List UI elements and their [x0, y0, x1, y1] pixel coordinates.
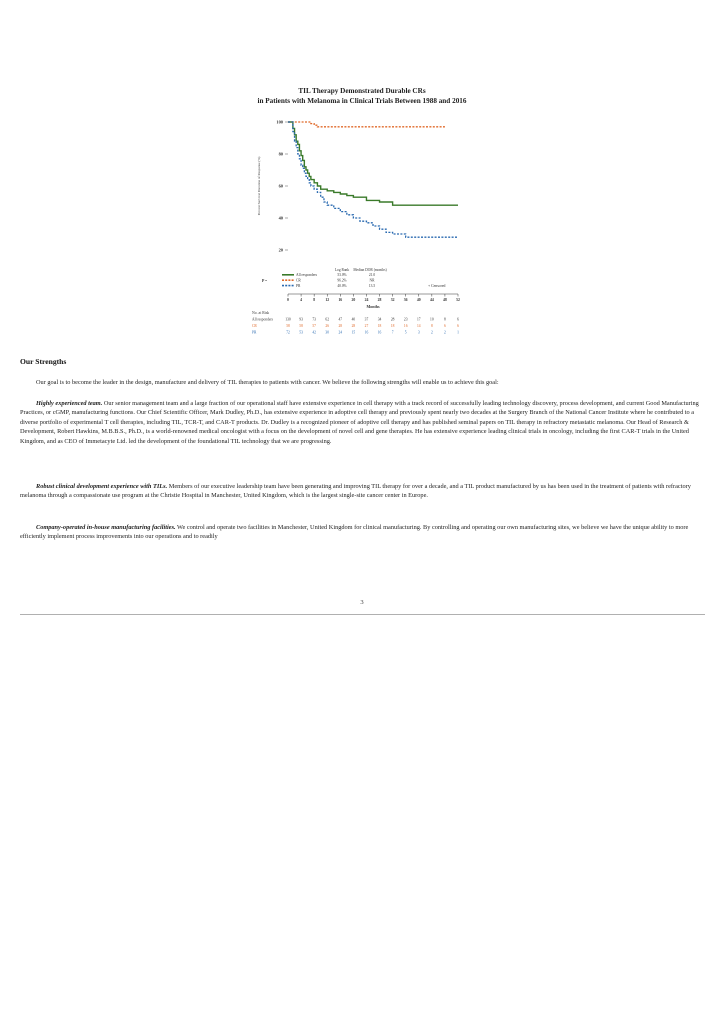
- legend-median-value: NR: [369, 278, 375, 283]
- legend-log-rank-value: 96.2%: [337, 278, 347, 283]
- x-tick-label: 32: [390, 298, 395, 302]
- strength-body-team: Our senior management team and a large fraction of our operational staff have extensive experience in cell therapy with a track record of successfully leading technology discovery, process development, and current Good Manufacturing Practices, or cGMP, manufacturing functions. Our Chief Scientific Officer, Mark Dudley, Ph.D., has extensive experience in adoptive cell therapy and previously spent nearly two decades at the Surgery Branch of the National Cancer Institute where he contributed to a diverse portfolio of experimental T cell therapies, including TIL, TCR-T, and CAR-T products. Dr. Dudley is a recognized pioneer of adoptive cell therapy and has published seminal papers on TIL therapy in refractory metastatic melanoma. Our Head of Research & Development, Robert Hawkins, M.B.B.S., Ph.D., is a world-renowned medical oncologist with a focus on the development of novel cell and gene therapies. He has extensive experience leading clinical trials in oncology, including the first CAR-T trials in the United Kingdom, and as CEO of Immetacyte Ltd. led the development of the foundational TIL technology that we are progressing.: [20, 400, 699, 445]
- strength-lead-team: Highly experienced team.: [36, 400, 103, 407]
- y-tick-label: 20: [278, 247, 283, 253]
- at-risk-row-label: PR: [252, 330, 257, 335]
- section-heading: Our Strengths: [20, 357, 67, 366]
- y-tick-label: 80: [278, 151, 283, 157]
- x-tick-label: 28: [377, 298, 382, 302]
- at-risk-value: 8: [430, 324, 433, 328]
- at-risk-row-label: All responders: [252, 317, 274, 322]
- at-risk-value: 42: [312, 330, 316, 335]
- x-tick-label: 44: [429, 298, 434, 302]
- at-risk-value: 53: [299, 330, 303, 335]
- x-tick-label: 24: [364, 298, 369, 302]
- legend-censored: + Censored: [428, 284, 446, 288]
- at-risk-value: 47: [338, 317, 343, 322]
- at-risk-value: 27: [364, 324, 369, 328]
- at-risk-value: 5: [404, 330, 407, 335]
- x-tick-label: 36: [403, 298, 408, 302]
- strength-paragraph-team: [20, 399, 706, 446]
- at-risk-value: 72: [286, 330, 290, 335]
- x-tick-label: 52: [456, 298, 460, 302]
- page-number: 3: [360, 599, 364, 606]
- at-risk-value: 7: [391, 330, 394, 335]
- strength-body-clinical: Members of our executive leadership team have been generating and improving TIL therapy for over a decade, and a TIL product manufactured by us has been used in the treatment of patients with refractory melanoma through a compassionate use program at the Christie Hospital in Manchester, United Kingdom, which is the largest single-site cancer center in Europe.: [20, 483, 691, 500]
- at-risk-value: 2: [444, 330, 446, 335]
- at-risk-value: 58: [286, 324, 290, 328]
- legend-log-rank-value: 53.0%: [337, 273, 347, 277]
- x-axis-label: Months: [366, 304, 380, 309]
- figure-title-line1: TIL Therapy Demonstrated Durable CRs: [298, 87, 426, 95]
- at-risk-value: 15: [351, 330, 356, 335]
- x-tick-label: 8: [313, 298, 316, 302]
- at-risk-value: 57: [312, 324, 316, 328]
- legend-median-value: 13.5: [368, 283, 376, 288]
- at-risk-value: 93: [299, 317, 303, 322]
- intro-text: Our goal is to become the leader in the design, manufacture and delivery of TIL therapies to patients with cancer. We believe the following strengths will enable us to achieve this goal:: [36, 379, 499, 386]
- x-tick-label: 16: [338, 298, 343, 302]
- at-risk-value: 8: [444, 317, 446, 322]
- strength-paragraph-manufacturing: [20, 523, 706, 542]
- at-risk-value: 34: [377, 317, 382, 322]
- legend-log-rank-value: 40.0%: [337, 283, 347, 288]
- at-risk-value: 28: [390, 317, 395, 322]
- at-risk-value: 6: [444, 324, 446, 328]
- at-risk-value: 26: [325, 324, 330, 328]
- at-risk-value: 16: [364, 330, 369, 335]
- y-tick-label: 40: [278, 215, 283, 221]
- at-risk-value: 28: [338, 324, 343, 328]
- legend-median-value: 21.0: [368, 273, 376, 277]
- x-tick-label: 48: [443, 298, 447, 302]
- at-risk-value: 62: [325, 317, 330, 322]
- at-risk-value: 1: [457, 330, 459, 335]
- x-tick-label: 4: [300, 298, 303, 302]
- at-risk-value: 2: [430, 330, 433, 335]
- strength-paragraph-clinical: [20, 482, 706, 501]
- at-risk-value: 18: [390, 324, 395, 328]
- at-risk-value: 73: [312, 317, 316, 322]
- strength-lead-manufacturing: Company-operated in-house manufacturing facilities.: [36, 524, 176, 531]
- at-risk-value: 40: [351, 317, 356, 322]
- legend-label: All responders: [296, 273, 318, 277]
- at-risk-value: 16: [403, 324, 408, 328]
- at-risk-value: 17: [416, 317, 421, 322]
- at-risk-value: 37: [364, 317, 369, 322]
- figure-title-line2: in Patients with Melanoma in Clinical Trials Between 1988 and 2016: [257, 97, 467, 105]
- survival-chart: [248, 112, 478, 344]
- legend-header-median: Median DOR (months): [353, 268, 387, 272]
- legend-p-mark: P =: [262, 279, 268, 283]
- legend-header-log-rank: Log Rank: [334, 268, 350, 272]
- strength-lead-clinical: Robust clinical development experience with TILs.: [36, 483, 168, 490]
- x-tick-label: 0: [287, 298, 289, 302]
- at-risk-title: No. at Risk: [252, 311, 270, 315]
- footer-divider: [20, 614, 705, 615]
- series-line-all-responders: [288, 122, 458, 205]
- series-line-cr: [288, 122, 445, 127]
- at-risk-value: 30: [325, 330, 330, 335]
- y-axis-label: Percent Survival Duration of Response (%): [257, 156, 261, 216]
- at-risk-value: 6: [457, 317, 459, 322]
- y-tick-label: 100: [276, 119, 283, 125]
- at-risk-value: 23: [403, 317, 408, 322]
- at-risk-value: 14: [416, 324, 421, 328]
- x-tick-label: 40: [416, 298, 421, 302]
- at-risk-value: 130: [285, 317, 291, 322]
- y-tick-label: 60: [278, 183, 283, 189]
- at-risk-value: 58: [299, 324, 303, 328]
- at-risk-value: 28: [351, 324, 356, 328]
- at-risk-value: 16: [377, 330, 382, 335]
- at-risk-value: 18: [377, 324, 382, 328]
- strength-body-manufacturing: We control and operate two facilities in Manchester, United Kingdom for clinical manufacturing. By controlling and operating our own manufacturing sites, we believe we have the unique ability to more efficiently implement process improvements into our operations and to readily: [20, 524, 689, 541]
- at-risk-value: 3: [417, 330, 420, 335]
- x-tick-label: 12: [325, 298, 330, 302]
- at-risk-row-label: CR: [252, 324, 257, 328]
- at-risk-value: 24: [338, 330, 343, 335]
- legend-label: PR: [296, 283, 301, 288]
- intro-paragraph: [20, 378, 706, 387]
- x-tick-label: 20: [351, 298, 356, 302]
- at-risk-value: 10: [430, 317, 434, 322]
- legend-label: CR: [296, 278, 301, 283]
- at-risk-value: 6: [457, 324, 459, 328]
